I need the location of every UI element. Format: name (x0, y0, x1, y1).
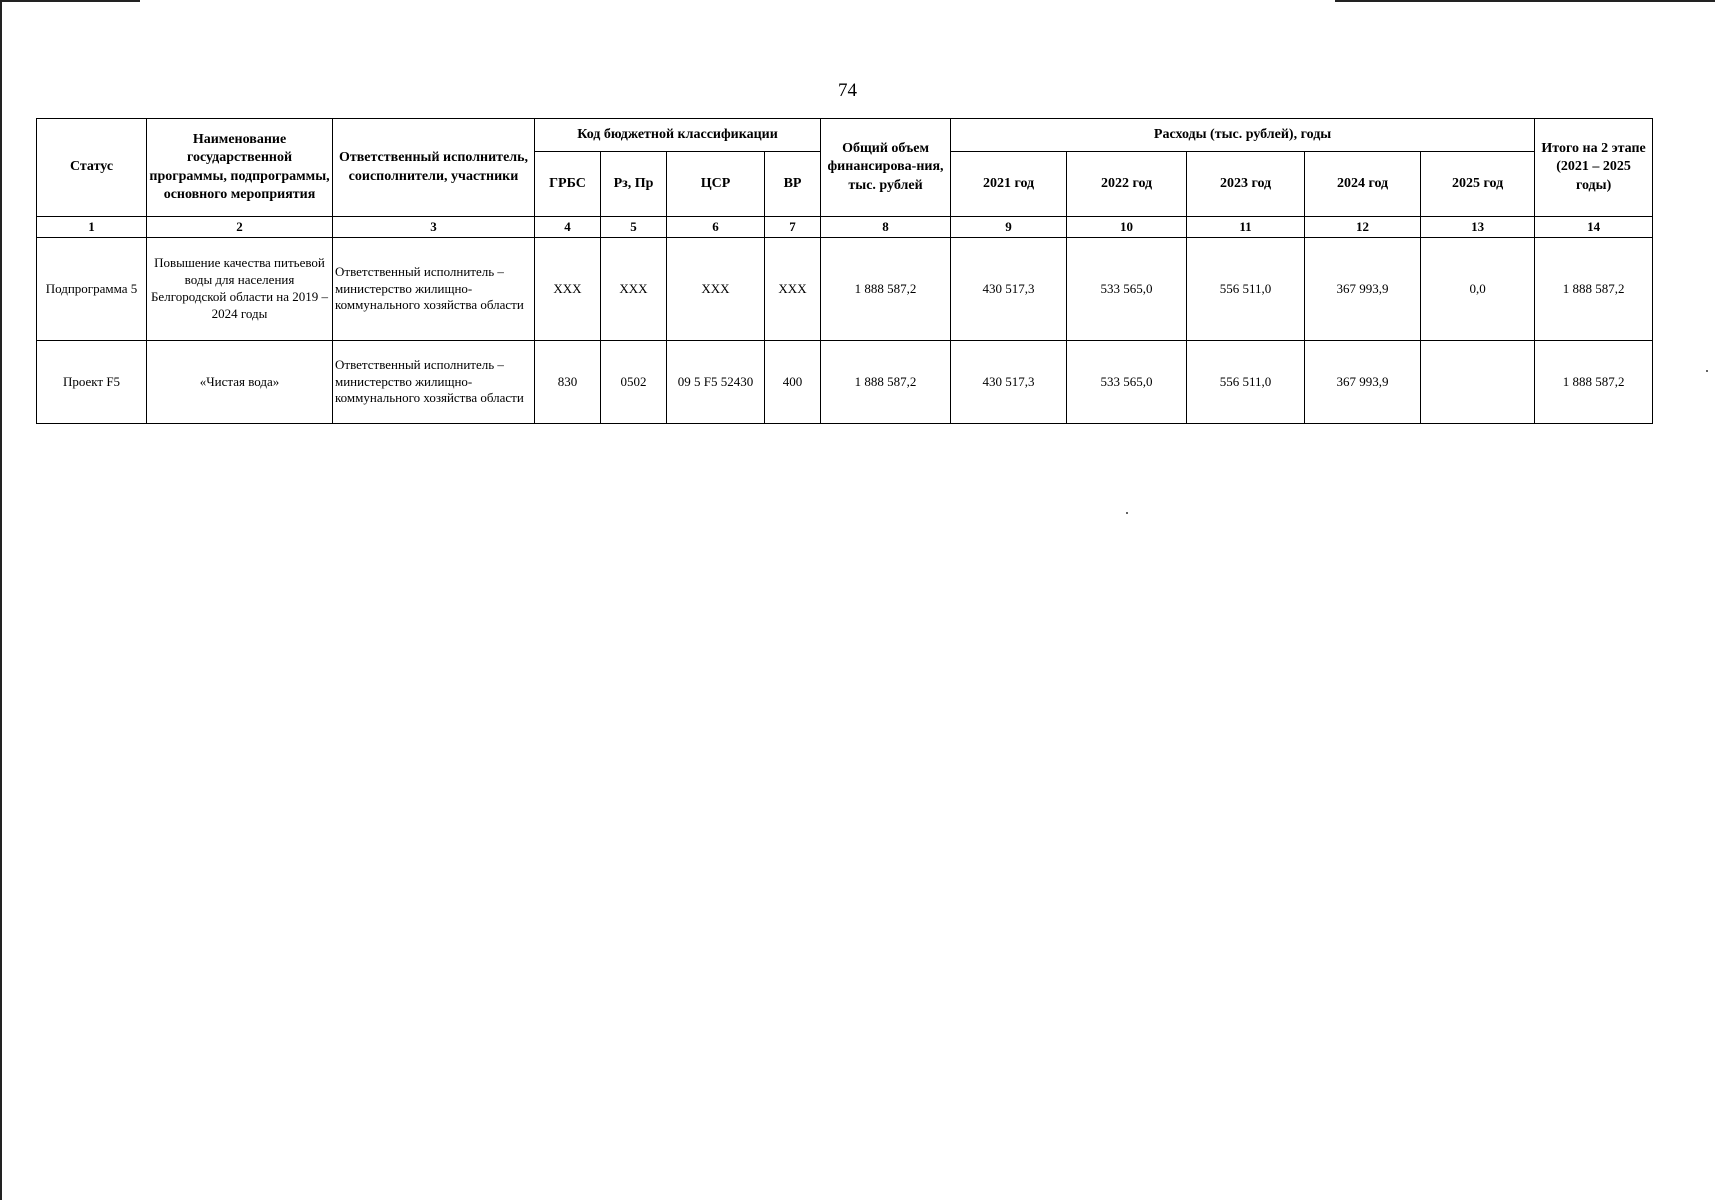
cell-year-2021: 430 517,3 (951, 341, 1067, 424)
column-number: 13 (1421, 217, 1535, 238)
column-number: 4 (535, 217, 601, 238)
cell-csr: 09 5 F5 52430 (667, 341, 765, 424)
cell-year-2023: 556 511,0 (1187, 341, 1305, 424)
scan-speck (1706, 370, 1708, 372)
cell-stage-total: 1 888 587,2 (1535, 238, 1653, 341)
cell-total: 1 888 587,2 (821, 341, 951, 424)
column-number: 11 (1187, 217, 1305, 238)
column-number-row (37, 217, 1653, 238)
column-number: 1 (37, 217, 147, 238)
column-number: 3 (333, 217, 535, 238)
cell-vr: 400 (765, 341, 821, 424)
column-number: 8 (821, 217, 951, 238)
header-grbs: ГРБС (535, 152, 601, 217)
cell-total: 1 888 587,2 (821, 238, 951, 341)
cell-year-2021: 430 517,3 (951, 238, 1067, 341)
cell-year-2025 (1421, 341, 1535, 424)
cell-year-2022: 533 565,0 (1067, 238, 1187, 341)
header-row (37, 119, 1653, 152)
header-rz-pr: Рз, Пр (601, 152, 667, 217)
header-year-2024: 2024 год (1305, 152, 1421, 217)
header-budget-code: Код бюджетной классификации (535, 119, 821, 152)
header-year-2025: 2025 год (1421, 152, 1535, 217)
column-number: 6 (667, 217, 765, 238)
column-number: 12 (1305, 217, 1421, 238)
cell-vr: ХХХ (765, 238, 821, 341)
cell-year-2023: 556 511,0 (1187, 238, 1305, 341)
column-number: 9 (951, 217, 1067, 238)
header-executor: Ответственный исполнитель, соисполнители, участники (333, 119, 535, 217)
column-number: 2 (147, 217, 333, 238)
table-row (37, 341, 1653, 424)
cell-name: «Чистая вода» (147, 341, 333, 424)
scan-edge (1335, 0, 1715, 2)
cell-grbs: ХХХ (535, 238, 601, 341)
column-number: 14 (1535, 217, 1653, 238)
cell-grbs: 830 (535, 341, 601, 424)
cell-csr: ХХХ (667, 238, 765, 341)
scan-edge (0, 0, 140, 2)
column-number: 7 (765, 217, 821, 238)
cell-year-2024: 367 993,9 (1305, 341, 1421, 424)
header-csr: ЦСР (667, 152, 765, 217)
scan-speck (1126, 512, 1128, 514)
header-expenses: Расходы (тыс. рублей), годы (951, 119, 1535, 152)
header-stage-total: Итого на 2 этапе (2021 – 2025 годы) (1535, 119, 1653, 217)
scan-edge (0, 0, 2, 1200)
header-status: Статус (37, 119, 147, 217)
cell-executor: Ответственный исполнитель – министерство жилищно-коммунального хозяйства области (333, 238, 535, 341)
budget-table (36, 118, 1653, 424)
cell-year-2024: 367 993,9 (1305, 238, 1421, 341)
cell-rz-pr: ХХХ (601, 238, 667, 341)
cell-status: Проект F5 (37, 341, 147, 424)
cell-name: Повышение качества питьевой воды для населения Белгородской области на 2019 – 2024 годы (147, 238, 333, 341)
header-vr: ВР (765, 152, 821, 217)
cell-year-2025: 0,0 (1421, 238, 1535, 341)
header-year-2022: 2022 год (1067, 152, 1187, 217)
cell-status: Подпрограмма 5 (37, 238, 147, 341)
header-total-volume: Общий объем финансирова-ния, тыс. рублей (821, 119, 951, 217)
column-number: 5 (601, 217, 667, 238)
cell-year-2022: 533 565,0 (1067, 341, 1187, 424)
header-year-2023: 2023 год (1187, 152, 1305, 217)
header-name: Наименование государственной программы, подпрограммы, основного мероприятия (147, 119, 333, 217)
table-row (37, 238, 1653, 341)
header-year-2021: 2021 год (951, 152, 1067, 217)
cell-stage-total: 1 888 587,2 (1535, 341, 1653, 424)
column-number: 10 (1067, 217, 1187, 238)
cell-executor: Ответственный исполнитель – министерство жилищно-коммунального хозяйства области (333, 341, 535, 424)
page-number: 74 (838, 80, 857, 101)
cell-rz-pr: 0502 (601, 341, 667, 424)
